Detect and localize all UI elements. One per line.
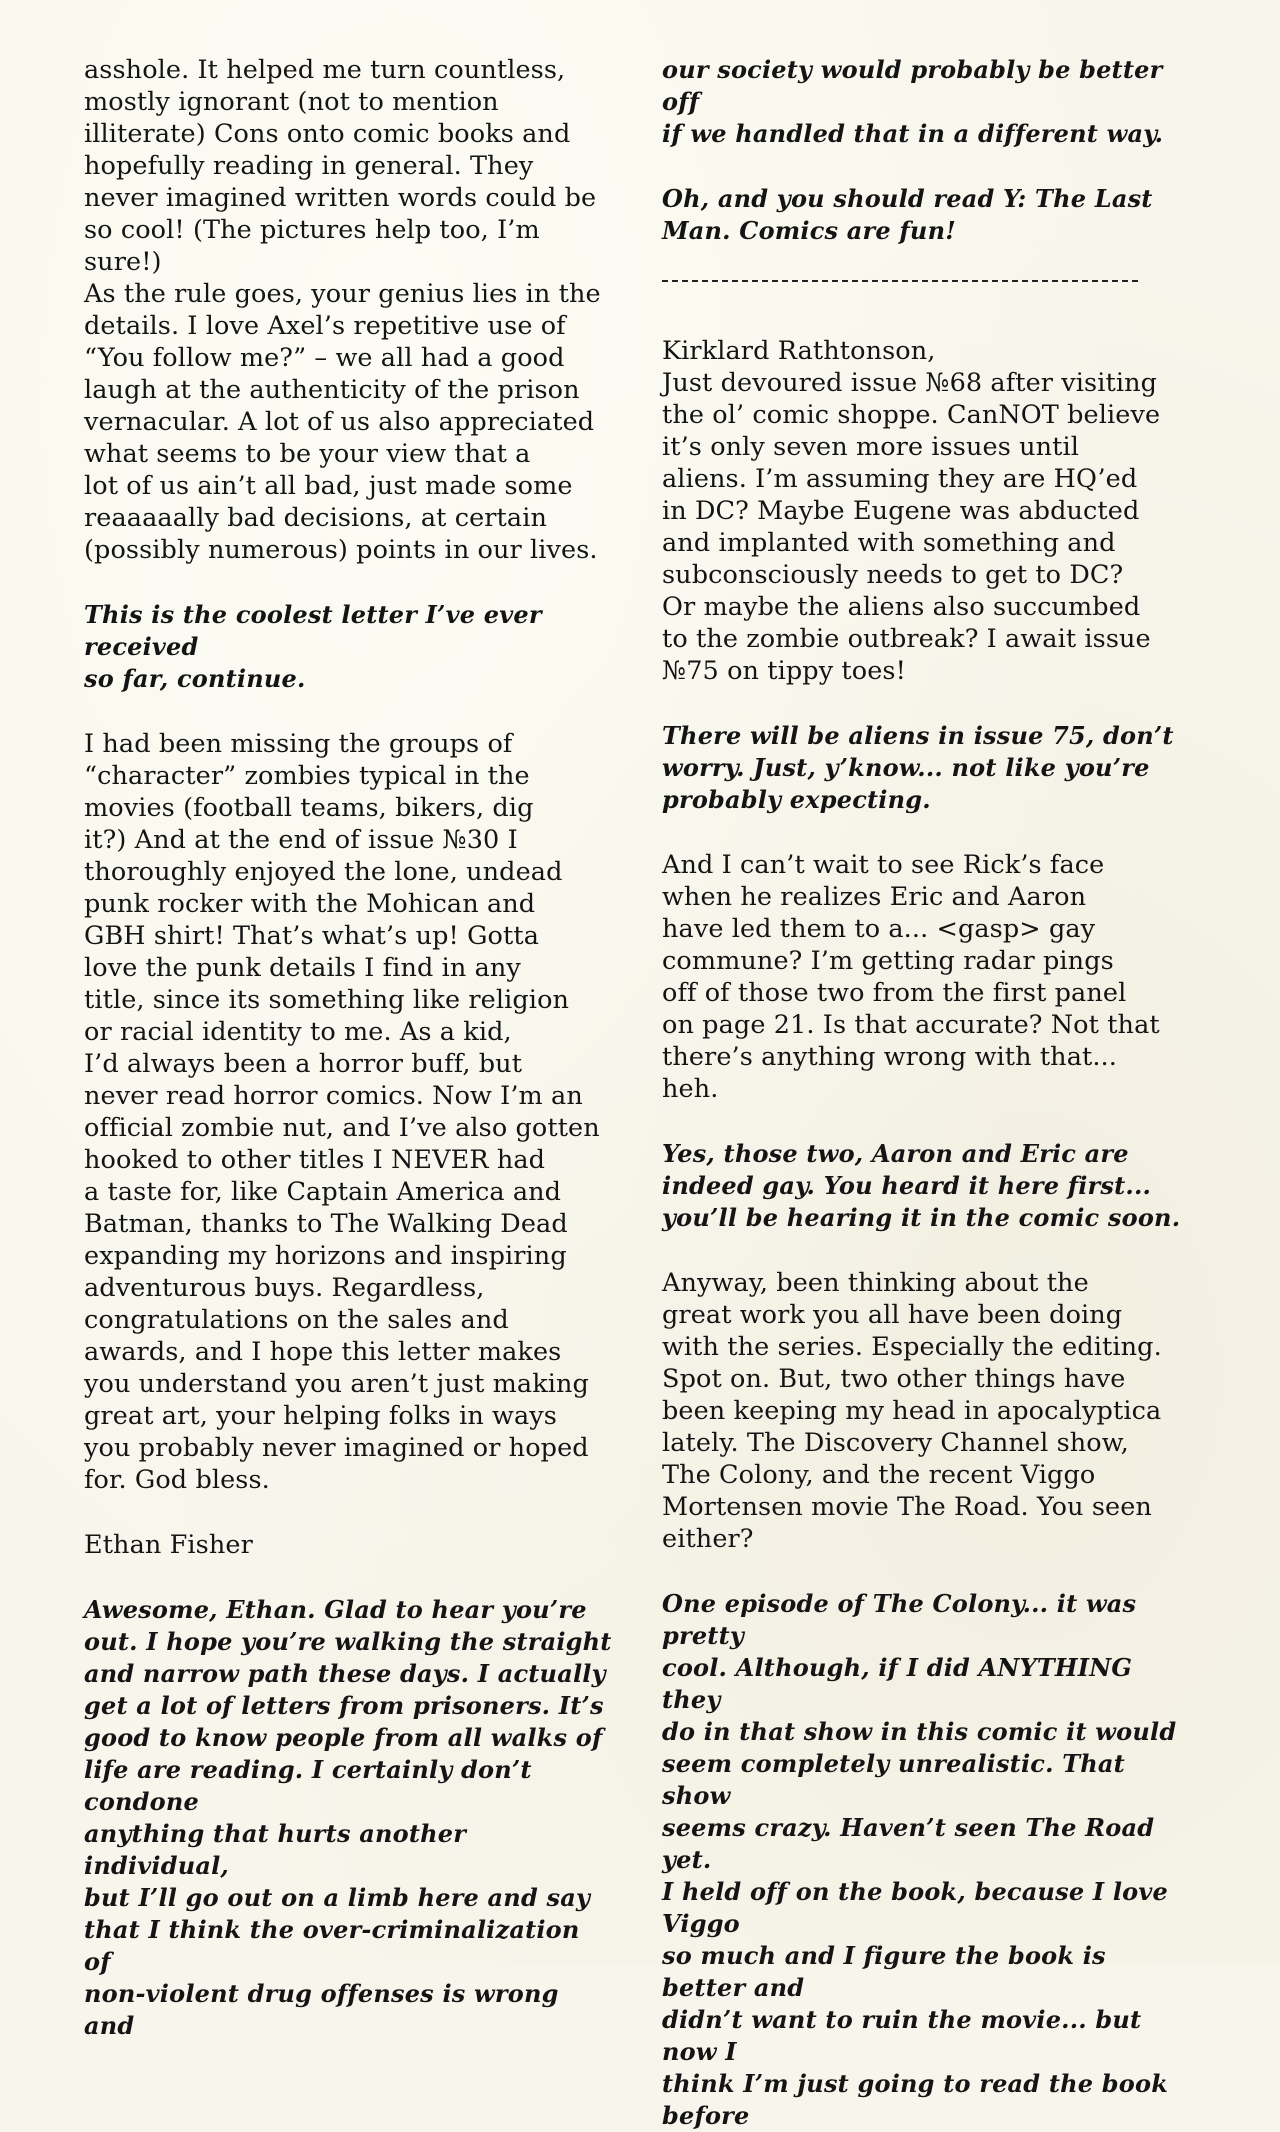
- editor-reply: This is the coolest letter I’ve ever received so far, continue.: [84, 600, 542, 693]
- letter-text: Anyway, been thinking about the great work you all have been doing with the series. Especially the editing. Spot on. But, two other things have been keeping my head in apocalyptica lately. The Discovery Channel show, The Colony, and the recent Viggo Mortensen movie The Road. You seen either?: [662, 1268, 1162, 1554]
- editor-reply: There will be aliens in issue 75, don’t worry. Just, y’know... not like you’re probably expecting.: [662, 721, 1174, 814]
- right-column: [662, 54, 1192, 2132]
- letter-signature: Ethan Fisher: [84, 1530, 253, 1560]
- letter-divider: [662, 280, 1138, 284]
- letter-text: asshole. It helped me turn countless, mostly ignorant (not to mention illiterate) Cons onto comic books and hopefully reading in general. They never imagined written words could be so cool! (The pictures help too, I’m sure!) As the rule goes, your genius lies in the details. I love Axel’s repetitive use of “You follow me?” – we all had a good laugh at the authenticity of the prison vernacular. A lot of us also appreciated what seems to be your view that a lot of us ain’t all bad, just made some reaaaaally bad decisions, at certain (possibly numerous) points in our lives.: [84, 55, 601, 565]
- left-column: [84, 54, 614, 2042]
- letter-text: Kirklard Rathtonson, Just devoured issue №68 after visiting the ol’ comic shoppe. CanNOT believe it’s only seven more issues until aliens. I’m assuming they are HQ’ed in DC? Maybe Eugene was abducted and implanted with something and subconsciously needs to get to DC? Or maybe the aliens also succumbed to the zombie outbreak? I await issue №75 on tippy toes!: [662, 336, 1161, 686]
- letter-text: I had been missing the groups of “character” zombies typical in the movies (football teams, bikers, dig it?) And at the end of issue №30 I thoroughly enjoyed the lone, undead punk rocker with the Mohican and GBH shirt! That’s what’s up! Gotta love the punk details I find in any title, since its something like religion or racial identity to me. As a kid, I’d always been a horror buff, but never read horror comics. Now I’m an official zombie nut, and I’ve also gotten hooked to other titles I NEVER had a taste for, like Captain America and Batman, thanks to The Walking Dead expanding my horizons and inspiring adventurous buys. Regardless, congratulations on the sales and awards, and I hope this letter makes you understand you aren’t just making great art, your helping folks in ways you probably never imagined or hoped for. God bless.: [84, 729, 600, 1495]
- editor-reply: our society would probably be better off if we handled that in a different way.: [662, 55, 1164, 148]
- editor-reply: One episode of The Colony... it was pretty cool. Although, if I did ANYTHING they do in that show in this comic it would seem completely unrealistic. That show seems crazy. Haven’t seen The Road yet. I held off on the book, because I love Viggo so much and I figure the book is better and didn’t want to ruin the movie... but now I think I’m just going to read the book before: [662, 1589, 1177, 2130]
- letter-text: And I can’t wait to see Rick’s face when he realizes Eric and Aaron have led them to a... <gasp> gay commune? I’m getting radar pings off of those two from the first panel on page 21. Is that accurate? Not that there’s anything wrong with that... heh.: [662, 850, 1160, 1104]
- editor-reply: Awesome, Ethan. Glad to hear you’re out. I hope you’re walking the straight and narrow path these days. I actually get a lot of letters from prisoners. It’s good to know people from all walks of life are reading. I certainly don’t condone anything that hurts another individual, but I’ll go out on a limb here and say that I think the over-criminalization of non-violent drug offenses is wrong and: [84, 1595, 612, 2040]
- editor-reply: Yes, those two, Aaron and Eric are indeed gay. You heard it here first... you’ll be hearing it in the comic soon.: [662, 1139, 1181, 1232]
- editor-reply-postscript: Oh, and you should read Y: The Last Man. Comics are fun!: [662, 184, 1153, 245]
